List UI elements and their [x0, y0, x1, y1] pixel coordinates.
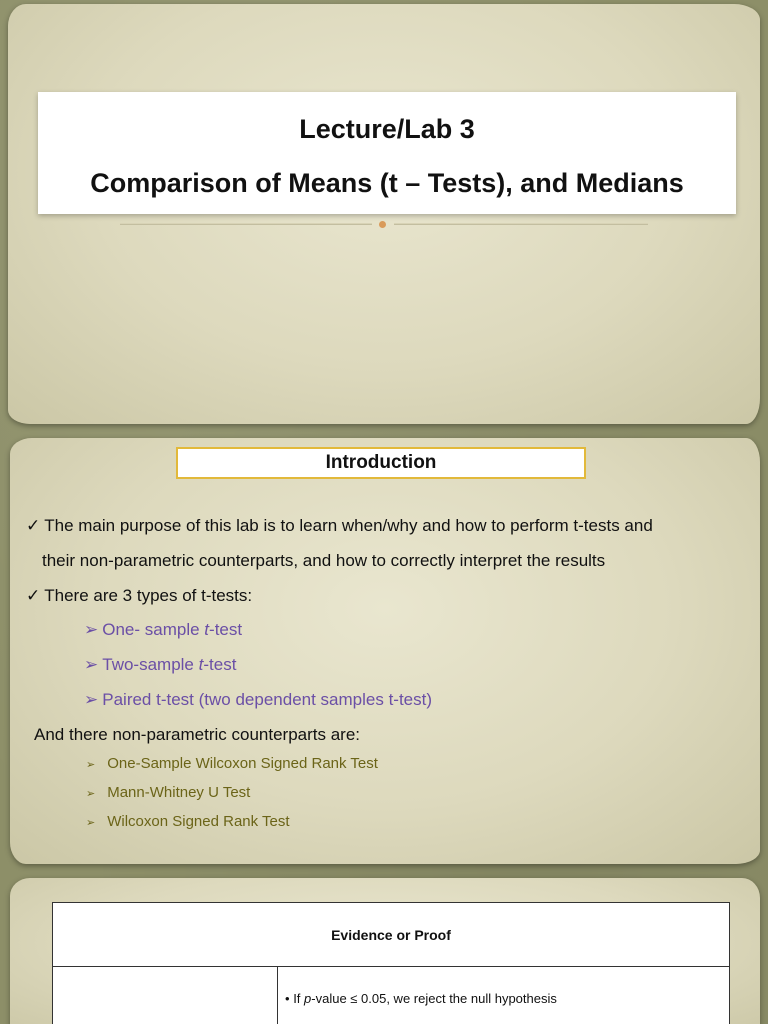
rule-text: If — [293, 991, 305, 1006]
rule-italic: p — [304, 991, 312, 1006]
title-divider — [120, 221, 648, 227]
ttest-text: -test — [203, 655, 237, 674]
checkmark-icon: ✓ — [26, 516, 41, 535]
arrow-bullet-icon: ➢ — [84, 690, 99, 709]
checkmark-icon: ✓ — [26, 586, 41, 605]
ttest-text: Paired t-test (two dependent samples t-test) — [102, 690, 433, 709]
arrow-bullet-icon: ➢ — [86, 788, 96, 800]
table-cell-empty — [53, 967, 278, 1024]
bullet-types — [26, 586, 252, 606]
bullet-text: The main purpose of this lab is to learn when/why and how to perform t-tests and — [44, 516, 653, 535]
ttest-item-paired — [84, 690, 432, 710]
lecture-title: Lecture/Lab 3 — [299, 114, 475, 144]
ttest-text: Two-sample — [102, 655, 199, 674]
introduction-heading: Introduction — [176, 447, 586, 479]
counterparts-intro: And there non-parametric counterparts are: — [34, 725, 361, 744]
bullet-text: There are 3 types of t-tests: — [44, 586, 253, 605]
ttest-italic: t — [204, 620, 210, 639]
lecture-subtitle: Comparison of Means (t – Tests), and Medians — [90, 168, 684, 198]
arrow-bullet-icon: ➢ — [86, 759, 96, 771]
counterpart-item — [86, 784, 250, 801]
divider-line-right — [394, 223, 648, 225]
ttest-item-two-sample — [84, 655, 236, 675]
ttest-italic: t — [198, 655, 204, 674]
ttest-item-one-sample — [84, 620, 242, 640]
arrow-bullet-icon: ➢ — [84, 655, 99, 674]
table-cell-rule — [285, 991, 557, 1006]
counterpart-item — [86, 813, 290, 830]
divider-dot — [379, 221, 386, 228]
bullet-purpose-line1 — [26, 516, 653, 536]
counterpart-item — [86, 755, 378, 772]
evidence-table — [52, 902, 730, 1024]
title-box — [38, 92, 736, 214]
counterpart-text: One-Sample Wilcoxon Signed Rank Test — [107, 755, 378, 772]
counterpart-text: Mann-Whitney U Test — [107, 784, 251, 801]
ttest-text: -test — [209, 620, 243, 639]
arrow-bullet-icon: ➢ — [84, 620, 99, 639]
ttest-text: One- sample — [102, 620, 205, 639]
bullet-purpose-line2: their non-parametric counterparts, and how to correctly interpret the results — [42, 551, 606, 570]
bullet-dot-icon: • — [285, 991, 290, 1006]
rule-text: -value ≤ 0.05, we reject the null hypothesis — [311, 991, 557, 1006]
divider-line-left — [120, 223, 372, 225]
arrow-bullet-icon: ➢ — [86, 817, 96, 829]
table-header: Evidence or Proof — [53, 903, 729, 967]
slide-title — [8, 4, 760, 424]
counterpart-text: Wilcoxon Signed Rank Test — [107, 813, 290, 830]
